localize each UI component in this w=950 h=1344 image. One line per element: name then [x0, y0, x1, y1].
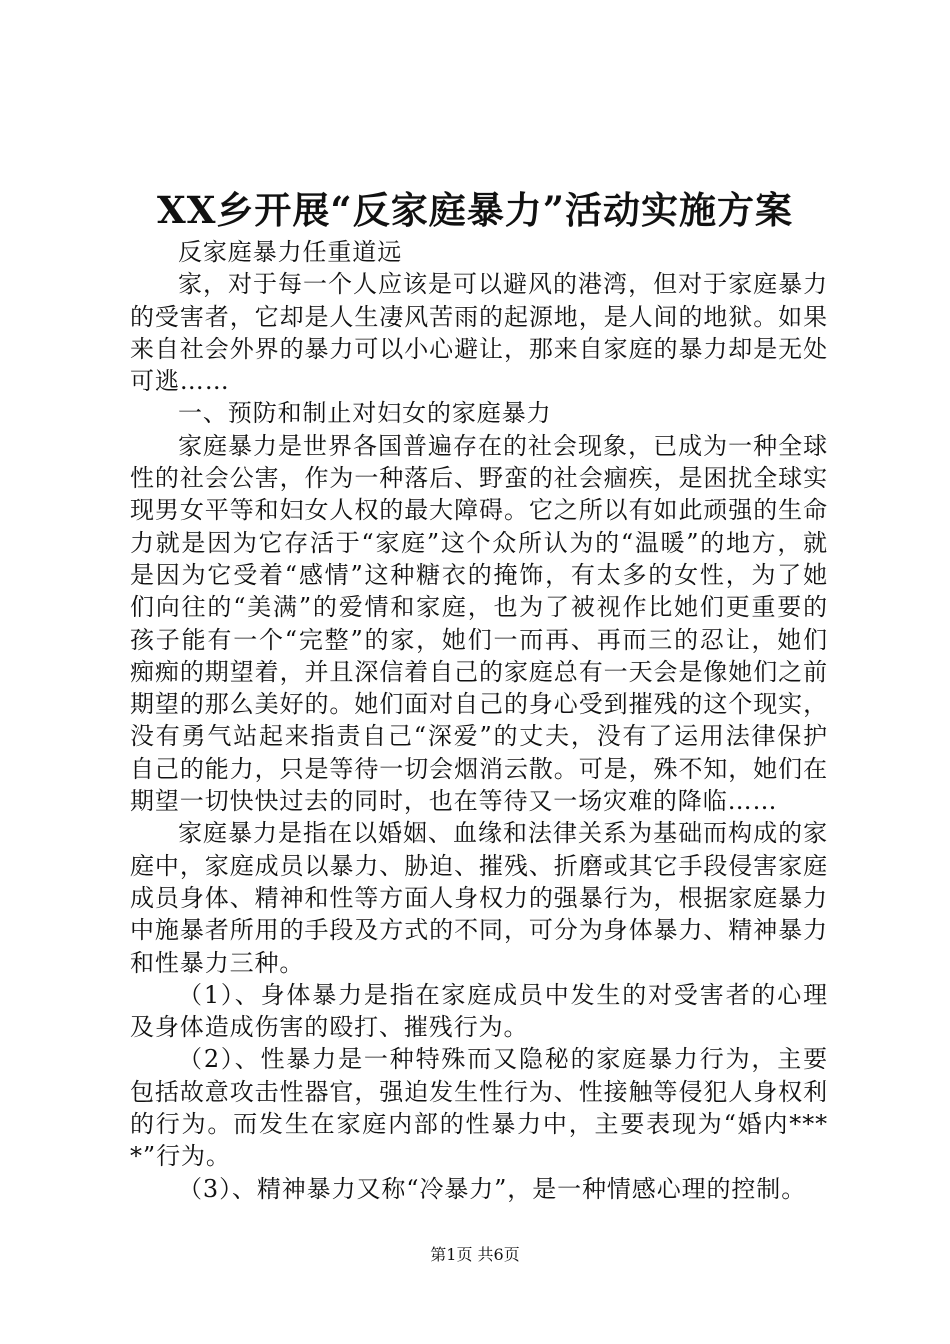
paragraph-sexual-violence: （2）、性暴力是一种特殊而又隐秘的家庭暴力行为，主要包括故意攻击性器官，强迫发生性行为、性接触等侵犯人身权利的行为。而发生在家庭内部的性暴力中，主要表现为“婚内****”行为。: [130, 1045, 828, 1171]
document-title: XX乡开展“反家庭暴力”活动实施方案: [157, 188, 793, 232]
paragraph-subtitle: 反家庭暴力任重道远: [178, 238, 403, 266]
paragraph-intro: 家，对于每一个人应该是可以避风的港湾，但对于家庭暴力的受害者，它却是人生凄风苦雨的起源地，是人间的地狱。如果来自社会外界的暴力可以小心避让，那来自家庭的暴力却是无处可逃……: [130, 270, 828, 396]
section-heading-one: 一、预防和制止对妇女的家庭暴力: [178, 399, 552, 428]
document-body: [130, 236, 828, 1205]
paragraph-phenomenon: 家庭暴力是世界各国普遍存在的社会现象，已成为一种全球性的社会公害，作为一种落后、野蛮的社会痼疾，是困扰全球实现男女平等和妇女人权的最大障碍。它之所以有如此顽强的生命力就是因为它存活于“家庭”这个众所认为的“温暖”的地方，就是因为它受着“感情”这种糖衣的掩饰，有太多的女性，为了她们向往的“美满”的爱情和家庭，也为了被视作比她们更重要的孩子能有一个“完整”的家，她们一而再、再而三的忍让，她们痴痴的期望着，并且深信着自己的家庭总有一天会是像她们之前期望的那么美好的。她们面对自己的身心受到摧残的这个现实，没有勇气站起来指责自己“深爱”的丈夫，没有了运用法律保护自己的能力，只是等待一切会烟消云散。可是，殊不知，她们在期望一切快快过去的同时，也在等待又一场灾难的降临……: [130, 431, 828, 816]
paragraph-mental-violence: （3）、精神暴力又称“冷暴力”，是一种情感心理的控制。: [178, 1174, 807, 1203]
page-footer: 第1页 共6页: [430, 1245, 520, 1264]
paragraph-definition: 家庭暴力是指在以婚姻、血缘和法律关系为基础而构成的家庭中，家庭成员以暴力、胁迫、摧残、折磨或其它手段侵害家庭成员身体、精神和性等方面人身权力的强暴行为，根据家庭暴力中施暴者所用的手段及方式的不同，可分为身体暴力、精神暴力和性暴力三种。: [130, 819, 828, 977]
paragraph-physical-violence: （1）、身体暴力是指在家庭成员中发生的对受害者的心理及身体造成伤害的殴打、摧残行为。: [130, 980, 828, 1042]
